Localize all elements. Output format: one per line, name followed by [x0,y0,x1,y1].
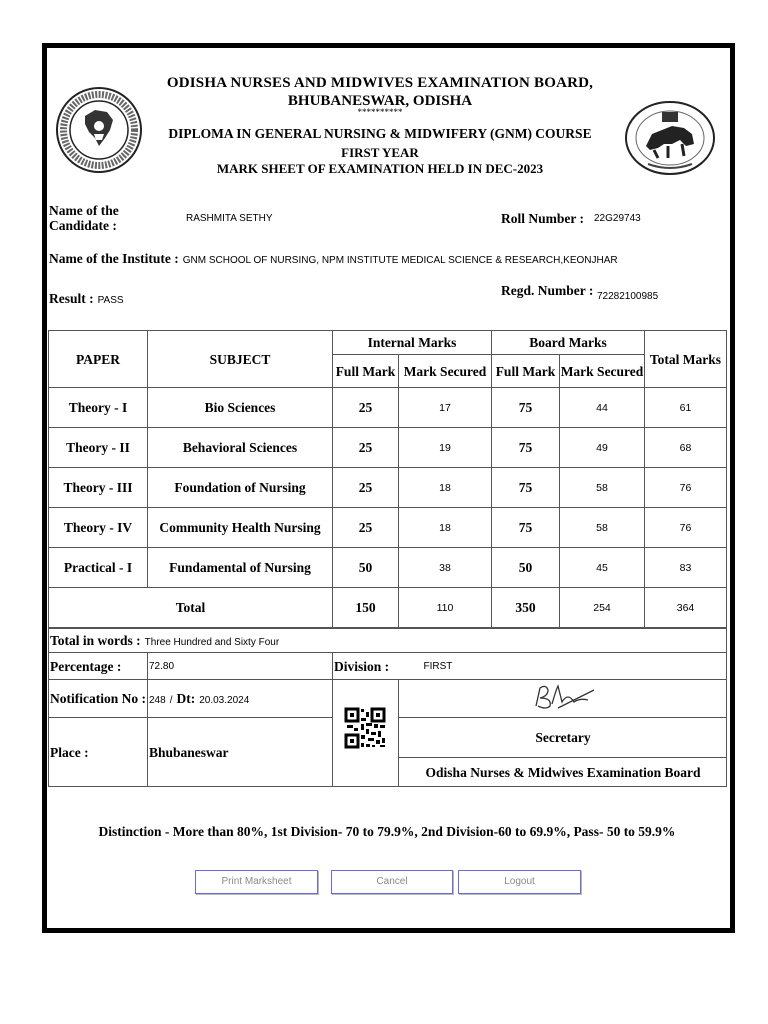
board-name: ODISHA NURSES AND MIDWIVES EXAMINATION BOARD, [166,75,594,91]
summary-table [48,628,727,787]
row-board-secured: 44 [560,388,645,428]
board-city: BHUBANESWAR, ODISHA [287,93,473,109]
table-row [49,388,727,428]
board-signatory: Odisha Nurses & Midwives Examination Board [399,758,727,787]
course-title: DIPLOMA IN GENERAL NURSING & MIDWIFERY (GNM) COURSE [168,126,592,141]
total-in-words-cell [49,629,727,653]
row-subject: Fundamental of Nursing [148,548,333,588]
table-row [49,548,727,588]
row-internal-secured: 18 [399,468,492,508]
row-total: 76 [645,508,727,548]
date-label: Dt: [176,690,196,706]
row-board-secured: 45 [560,548,645,588]
row-internal-secured: 19 [399,428,492,468]
row-board-full: 75 [492,468,560,508]
header-board-full-mark: Full Mark [492,355,560,388]
result-line [49,290,124,308]
row-subject: Foundation of Nursing [148,468,333,508]
signature-cell [399,680,727,718]
row-board-full: 75 [492,428,560,468]
row-subject: Behavioral Sciences [148,428,333,468]
place-value: Bhubaneswar [148,718,333,787]
row-internal-secured: 38 [399,548,492,588]
row-board-full: 75 [492,508,560,548]
table-row [49,468,727,508]
total-in-words-value: Three Hundred and Sixty Four [144,636,280,648]
notification-separator: / [169,694,173,706]
cancel-button[interactable]: Cancel [331,870,453,894]
row-board-full: 75 [492,388,560,428]
total-board-full: 350 [492,588,560,628]
division-value-text: FIRST [423,660,453,672]
row-total: 61 [645,388,727,428]
exam-title: MARK SHEET OF EXAMINATION HELD IN DEC-2023 [216,161,544,176]
division-value [423,653,727,680]
header-total-marks: Total Marks [645,331,727,388]
marks-table [48,330,727,628]
row-paper: Theory - III [49,468,148,508]
row-subject: Community Health Nursing [148,508,333,548]
header-internal-mark-secured: Mark Secured [399,355,492,388]
row-internal-full: 25 [333,508,399,548]
notification-number: 248 [149,694,166,706]
header-stars: ********** [357,107,403,117]
institute-value: GNM SCHOOL OF NURSING, NPM INSTITUTE MEDICAL SCIENCE & RESEARCH,KEONJHAR [182,255,618,266]
qr-code-icon [344,705,388,757]
row-board-secured: 49 [560,428,645,468]
logout-button[interactable]: Logout [458,870,581,894]
row-subject: Bio Sciences [148,388,333,428]
signature-icon [528,680,598,712]
header-internal-full-mark: Full Mark [333,355,399,388]
row-internal-full: 25 [333,468,399,508]
header-board-mark-secured: Mark Secured [560,355,645,388]
division-criteria-note: Distinction - More than 80%, 1st Division- 70 to 79.9%, 2nd Division-60 to 69.9%, Pass- 50 to 59.9% [98,824,676,839]
total-label: Total [49,588,333,628]
regd-number-value: 72282100985 [597,291,659,302]
notification-cell [148,680,333,718]
total-row [49,588,727,628]
institute-label: Name of the Institute : [49,251,179,266]
row-internal-full: 25 [333,388,399,428]
row-internal-full: 25 [333,428,399,468]
header-board-marks: Board Marks [492,331,645,355]
row-board-full: 50 [492,548,560,588]
percentage-label: Percentage : [49,653,148,680]
row-board-secured: 58 [560,508,645,548]
row-paper: Theory - IV [49,508,148,548]
notification-label: Notification No : [49,680,148,718]
print-marksheet-button[interactable]: Print Marksheet [195,870,318,894]
row-paper: Theory - II [49,428,148,468]
place-label: Place : [49,718,148,787]
row-internal-secured: 17 [399,388,492,428]
candidate-name-value: RASHMITA SETHY [186,213,273,224]
header-internal-marks: Internal Marks [333,331,492,355]
total-board-secured: 254 [560,588,645,628]
notification-date: 20.03.2024 [199,694,250,706]
header-subject: SUBJECT [148,331,333,388]
row-board-secured: 58 [560,468,645,508]
header-paper: PAPER [49,331,148,388]
candidate-name-label: Name of the Candidate : [49,203,119,233]
result-label: Result : [49,291,94,306]
roll-number-value: 22G29743 [594,213,641,224]
total-internal-full: 150 [333,588,399,628]
year-title: FIRST YEAR [341,145,419,160]
roll-number-label: Roll Number : [501,211,584,226]
regd-number-label: Regd. Number : [501,283,594,298]
row-total: 68 [645,428,727,468]
division-label: Division : [333,653,492,680]
row-paper: Practical - I [49,548,148,588]
total-internal-secured: 110 [399,588,492,628]
percentage-value: 72.80 [148,653,333,680]
row-paper: Theory - I [49,388,148,428]
secretary-label: Secretary [399,718,727,758]
table-row [49,508,727,548]
row-total: 83 [645,548,727,588]
row-total: 76 [645,468,727,508]
total-in-words-label: Total in words : [50,632,141,648]
qr-code-cell [333,680,399,787]
total-grand: 364 [645,588,727,628]
row-internal-secured: 18 [399,508,492,548]
table-row [49,428,727,468]
row-internal-full: 50 [333,548,399,588]
result-value: PASS [97,295,124,306]
institute-line [49,250,729,268]
